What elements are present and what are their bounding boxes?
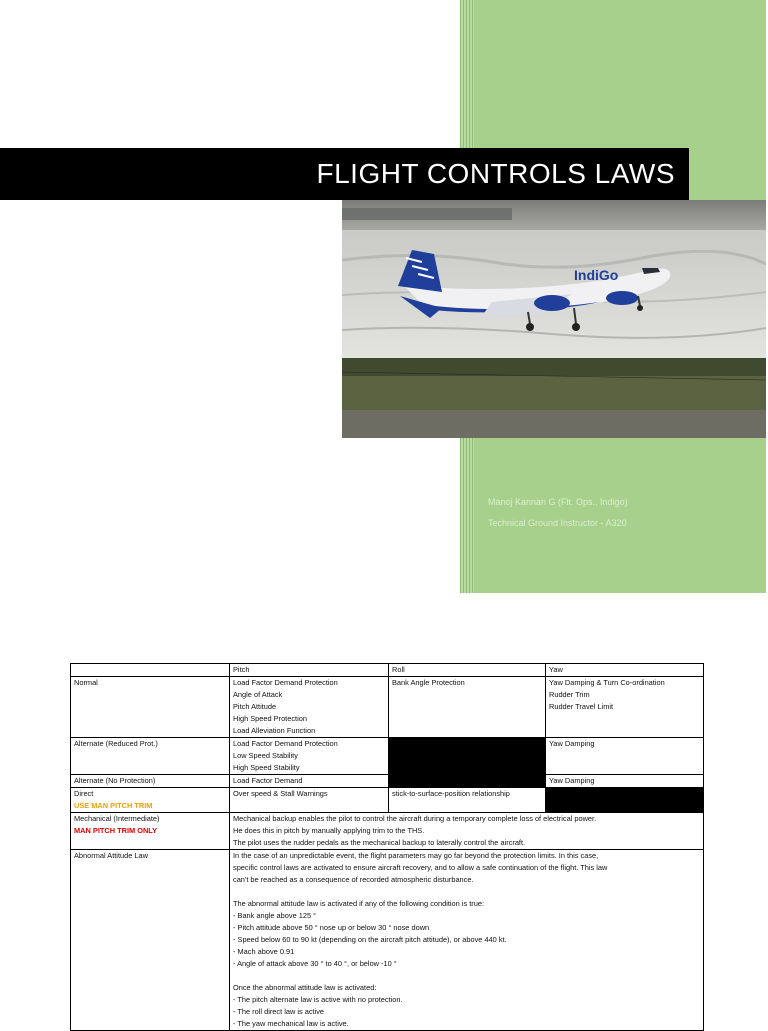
law-name-cell: Alternate (No Protection) bbox=[71, 775, 230, 788]
law-name-cell: Normal bbox=[71, 677, 230, 738]
description-line: In the case of an unpredictable event, the flight parameters may go far beyond the protection limits. In this case, bbox=[233, 851, 599, 860]
roll-cell: stick-to-surface-position relationship bbox=[389, 788, 546, 813]
pitch-cell bbox=[230, 677, 389, 738]
condition-item: - Speed below 60 to 90 kt (depending on the aircraft pitch attitude), or above 440 kt. bbox=[233, 935, 507, 944]
yaw-cell: Yaw Damping bbox=[546, 775, 704, 788]
trim-note: MAN PITCH TRIM ONLY bbox=[74, 826, 158, 835]
flight-laws-table bbox=[70, 663, 704, 1031]
list-item: Load Factor Demand Protection bbox=[233, 678, 338, 687]
author-name: Manoj Kannan G (Flt. Ops., Indigo) bbox=[488, 497, 628, 507]
after-item: - The roll direct law is active bbox=[233, 1007, 325, 1016]
trim-note: USE MAN PITCH TRIM bbox=[74, 801, 153, 810]
condition-item: - Pitch attitude above 50 ° nose up or below 30 ° nose down bbox=[233, 923, 430, 932]
yaw-cell bbox=[546, 677, 704, 738]
author-info bbox=[488, 492, 758, 534]
law-name-cell: Alternate (Reduced Prot.) bbox=[71, 738, 230, 775]
list-item: Rudder Travel Limit bbox=[549, 702, 614, 711]
author-role: Technical Ground Instructor - A320 bbox=[488, 518, 627, 528]
pitch-cell: Over speed & Stall Warnings bbox=[230, 788, 389, 813]
list-item: High Speed Stability bbox=[233, 763, 300, 772]
law-name: Direct bbox=[74, 789, 94, 798]
list-item: Load Alleviation Function bbox=[233, 726, 316, 735]
after-title: Once the abnormal attitude law is activated: bbox=[233, 983, 377, 992]
header-cell-law bbox=[71, 664, 230, 677]
list-item: Load Factor Demand Protection bbox=[233, 739, 338, 748]
yaw-cell: Yaw Damping bbox=[546, 738, 704, 775]
header-cell-pitch: Pitch bbox=[230, 664, 389, 677]
list-item: High Speed Protection bbox=[233, 714, 307, 723]
table-row-direct bbox=[71, 788, 704, 813]
description-cell bbox=[230, 813, 704, 850]
table-row-alternate-reduced bbox=[71, 738, 704, 775]
list-item: Yaw Damping & Turn Co-ordination bbox=[549, 678, 665, 687]
description-line: can't be reached as a consequence of recorded atmospheric disturbance. bbox=[233, 875, 474, 884]
table-row-alternate-no-protection bbox=[71, 775, 704, 788]
header-cell-roll: Roll bbox=[389, 664, 546, 677]
yaw-cell-blacked-out bbox=[546, 788, 704, 813]
description-line: Mechanical backup enables the pilot to control the aircraft during a temporary complete loss of electrical power. bbox=[233, 814, 597, 823]
law-name-cell: Abnormal Attitude Law bbox=[71, 850, 230, 1031]
description-line: He does this in pitch by manually applying trim to the THS. bbox=[233, 826, 425, 835]
description-cell bbox=[230, 850, 704, 1031]
title-bar bbox=[0, 148, 689, 200]
pitch-cell bbox=[230, 738, 389, 775]
condition-item: - Angle of attack above 30 ° to 40 °, or below -10 ° bbox=[233, 959, 397, 968]
list-item: Rudder Trim bbox=[549, 690, 590, 699]
table-row-normal bbox=[71, 677, 704, 738]
description-line: The pilot uses the rudder pedals as the mechanical backup to laterally control the aircraft. bbox=[233, 838, 526, 847]
table-row-mechanical bbox=[71, 813, 704, 850]
conditions-title: The abnormal attitude law is activated if any of the following condition is true: bbox=[233, 899, 485, 908]
livery-text: IndiGo bbox=[574, 267, 619, 283]
table-header-row bbox=[71, 664, 704, 677]
aircraft-photo bbox=[342, 200, 766, 438]
list-item: Low Speed Stability bbox=[233, 751, 298, 760]
list-item: Angle of Attack bbox=[233, 690, 283, 699]
condition-item: - Bank angle above 125 ° bbox=[233, 911, 317, 920]
after-item: - The pitch alternate law is active with no protection. bbox=[233, 995, 403, 1004]
header-cell-yaw: Yaw bbox=[546, 664, 704, 677]
law-name: Mechanical (Intermediate) bbox=[74, 814, 160, 823]
law-name-cell bbox=[71, 788, 230, 813]
condition-item: - Mach above 0.91 bbox=[233, 947, 295, 956]
table-row-abnormal bbox=[71, 850, 704, 1031]
law-name-cell bbox=[71, 813, 230, 850]
document-title: FLIGHT CONTROLS LAWS bbox=[316, 158, 675, 189]
spacer bbox=[233, 970, 700, 982]
after-item: - The yaw mechanical law is active. bbox=[233, 1019, 349, 1028]
description-line: specific control laws are activated to ensure aircraft recovery, and to allow a safe continuation of the flight. This law bbox=[233, 863, 608, 872]
list-item: Pitch Attitude bbox=[233, 702, 277, 711]
spacer bbox=[233, 886, 700, 898]
pitch-cell: Load Factor Demand bbox=[230, 775, 389, 788]
roll-cell-blacked-out bbox=[389, 738, 546, 788]
roll-cell: Bank Angle Protection bbox=[389, 677, 546, 738]
